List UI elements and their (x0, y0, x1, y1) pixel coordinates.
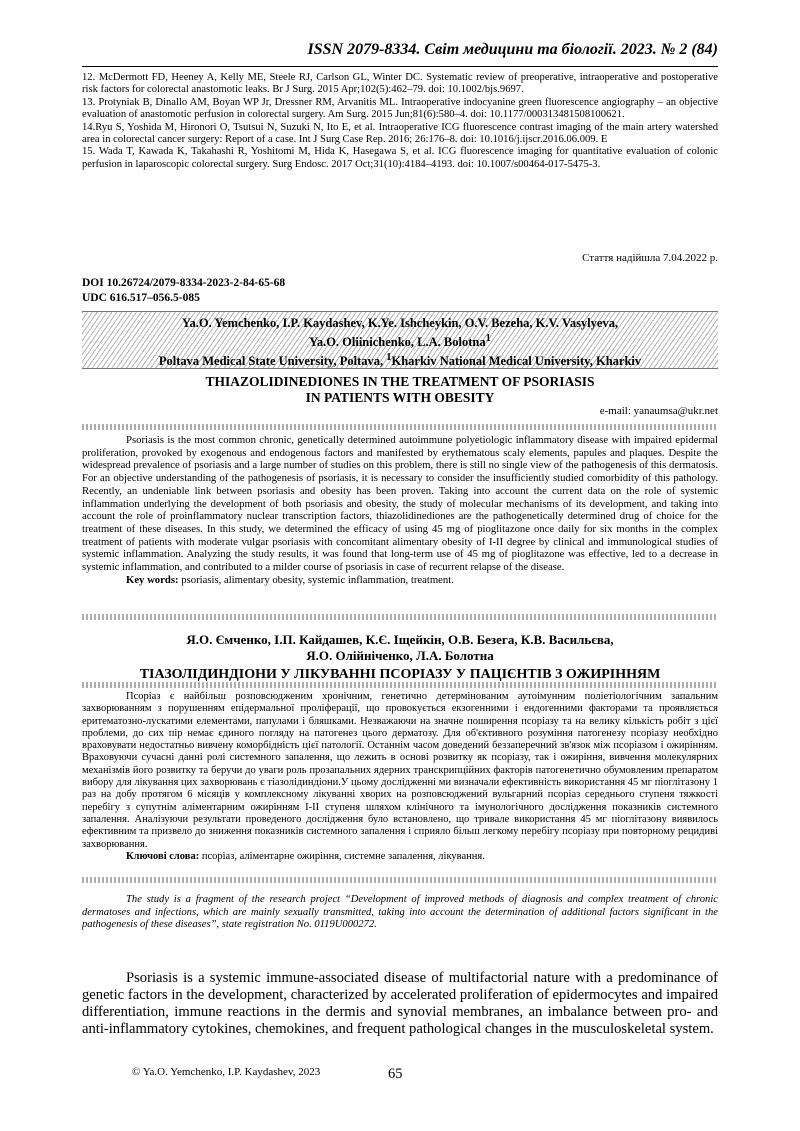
authors-ua (82, 632, 718, 664)
authors-line-1: Ya.O. Yemchenko, I.P. Kaydashev, K.Ye. Ishcheykin, O.V. Bezeha, K.V. Vasylyeva, (181, 316, 619, 330)
affiliation-mark: 1 (485, 333, 491, 344)
reference-15: 15. Wada T, Kawada K, Takahashi R, Yoshitomi M, Hida K, Hasegawa S, et al. ICG fluorescence imaging for quantitative evaluation of colonic perfusion in laparoscopic colorectal surgery. Surg Endosc. 2017 Oct;31(10):4184–4193. doi: 10.1007/s00464-017-5475-3. (82, 146, 718, 170)
keywords-en (82, 574, 718, 587)
keywords-ua-label: Ключові слова: (126, 850, 200, 862)
abstract-en-text: Psoriasis is the most common chronic, genetically determined autoimmune polyetiologic inflammatory disease with impaired epidermal proliferation, provoked by exogenous and endogenous factors and manifested by erythematous scaly elements, papules and plaques. Despite the widespread prevalence of psoriasis and a large number of studies on this problem, there is still no single view of the pathogenesis of this dermatosis. For an objective understanding of the pathogenesis of psoriasis, it is necessary to consider the insufficiently studied comorbidity of this pathology. Recently, an undeniable link between psoriasis and obesity has been proven. Taking into account the current data on the role of systemic inflammation underlying the development of both psoriasis and obesity, the study of molecular mechanisms of its development, and taking into account the role of proinflammatory nuclear transcription factors, thiazolidinediones are the pathogenetically determined drug of choice for the treatment of these diseases. In this study, we determined the efficacy of using 45 mg of pioglitazone once daily for six months in the complex treatment of patients with moderate vulgar psoriasis with concomitant alimentary obesity of I-II degree by clinical and immunological studies of systemic inflammation. Analyzing the study results, it was found that long-term use of 45 mg of pioglitazone was effective, led to a decrease in systemic inflammation, and contributed to a milder course of psoriasis in case of recurrent relapse of the disease. (82, 434, 718, 574)
authors-line-2-text: Ya.O. Oliinichenko, L.A. Bolotna (309, 335, 486, 350)
reference-list (82, 72, 718, 171)
reference-13: 13. Protyniak B, Dinallo AM, Boyan WP Jr, Dressner RM, Arvanitis ML. Intraoperative indocyanine green fluorescence angiography – an objective evaluation of anastomotic perfusion in colorectal surgery. Am Surg. 2015 Jun;81(6):580–4. doi: 10.1177/000313481508100621. (82, 96, 718, 121)
affiliation-poltava: Poltava Medical State University, Poltava, (158, 354, 387, 369)
journal-header: ISSN 2079-8334. Світ медицини та біології. 2023. № 2 (84) (307, 41, 718, 58)
abstract-ua-text: Псоріаз є найбільш розповсюдженим хронічним, генетично детермінованим аутоімунним поліетіологічним запальним захворюванням з порушенням епідермальної проліферації, що провокується екзогенними і ендогенними факторами та проявляється еритематозно-лускатими елементами, папулами і бляшками. Незважаючи на значне поширення псоріазу та на велику кількість робіт з цієї проблеми, до сих пір немає єдиного погляду на патогенез цього дерматозу. Для об'єктивного розуміння патогенезу псоріазу необхідно враховувати недостатньо вивчену коморбідність цієї патології. Останнім часом доведений беззаперечний зв'язок між псоріазом і ожирінням. Враховуючи сучасні данні ролі системного запалення, що лежить в основі розвитку як псоріазу, так і ожиріння, вивчення молекулярних механізмів його розвитку та беручи до уваги роль прозапальних ядерних транскрипційних факторів патогенетично обумовленим препаратом вибору для лікування цих захворювань є тіазолідиндіони.У цьому дослідженні ми визначали ефективність використання 45 мг піоглітазону 1 раз на добу протягом 6 місяців у комплексному лікуванні хворих на розповсюджений вульгарний псоріаз середнього ступеня тяжкості перебігу з супутнім аліментарним ожирінням І-ІІ ступеня шляхом клінічного та імунологічного дослідження показників системного запалення. Аналізуючи результати проведеного дослідження було встановлено, що тривале використання 45 мг піоглітазону виявилось ефективним та призвело до зниження показників системного запалення і сприяло більш легкому перебігу псоріазу при повторному рецидиві захворювання. (82, 691, 718, 850)
divider-bottom-abstract-ua (82, 877, 718, 883)
keywords-ua-values: псоріаз, аліментарне ожиріння, системне запалення, лікування. (199, 850, 485, 862)
keywords-en-label: Key words: (126, 573, 179, 586)
reference-12: 12. McDermott FD, Heeney A, Kelly ME, Steele RJ, Carlson GL, Winter DC. Systematic review of preoperative, intraoperative and postoperative risk factors for colorectal anastomotic leaks. Br J Surg. 2015 Apr;102(5):462–79. doi: 10.1002/bjs.9697. (82, 72, 718, 96)
title-en-line-2: IN PATIENTS WITH OBESITY (305, 390, 495, 405)
divider-top-abstract-en (82, 424, 718, 430)
udc: UDC 616.517–056.5-085 (82, 292, 200, 304)
keywords-ua (82, 851, 718, 863)
affiliation-line (82, 350, 718, 369)
affiliation-mark-kharkiv: 1 (386, 352, 392, 364)
header-rule (82, 66, 718, 67)
affiliation-kharkiv: Kharkiv National Medical University, Kharkiv (391, 354, 642, 369)
funding-note: The study is a fragment of the research project “Development of improved methods of diagnosis and complex treatment of chronic dermatoses and infections, which are mainly sexually transmitted, taking into account the determination of additional factors significant in the pathogenesis of these diseases”, state registration No. 0119U000272. (82, 894, 718, 931)
authors-ua-line-2: Я.О. Олійніченко, Л.А. Болотна (306, 648, 494, 663)
reference-14: 14.Ryu S, Yoshida M, Hironori O, Tsutsui N, Suzuki N, Ito E, et al. Intraoperative ICG fluorescence contrast imaging of the main artery watershed area in colorectal cancer surgery: Report of a case. Int J Surg Case Rep. 2016; 26:176–8. doi: 10.1016/j.ijscr.2016.06.009. E (82, 121, 718, 146)
abstract-ua (82, 691, 718, 863)
authors-affiliation-block (82, 311, 718, 369)
page-number: 65 (388, 1066, 403, 1082)
authors-line-2 (82, 331, 718, 350)
article-title-ua: ТІАЗОЛІДИНДІОНИ У ЛІКУВАННІ ПСОРІАЗУ У ПАЦІЄНТІВ З ОЖИРІННЯМ (139, 667, 661, 682)
contact-email: e-mail: yanaumsa@ukr.net (599, 405, 718, 417)
article-title-en (82, 374, 718, 406)
abstract-en (82, 434, 718, 586)
title-en-line-1: THIAZOLIDINEDIONES IN THE TREATMENT OF PSORIASIS (205, 374, 595, 389)
copyright: © Ya.O. Yemchenko, I.P. Kaydashev, 2023 (132, 1066, 321, 1078)
divider-top-abstract-ua (82, 682, 718, 688)
received-date: Стаття надійшла 7.04.2022 р. (582, 252, 718, 264)
divider-bottom-abstract-en (82, 614, 718, 620)
intro-paragraph: Psoriasis is a systemic immune-associated disease of multifactorial nature with a predominance of genetic factors in the development, characterized by accelerated proliferation of epidermocytes and impaired differentiation, immune reactions in the dermis and synovial membranes, an imbalance between pro- and anti-inflammatory cytokines, chemokines, and frequent pathological changes in the musculoskeletal system. (82, 970, 718, 1037)
doi: DOI 10.26724/2079-8334-2023-2-84-65-68 (82, 277, 286, 289)
keywords-en-values: psoriasis, alimentary obesity, systemic inflammation, treatment. (178, 573, 454, 586)
authors-ua-line-1: Я.О. Ємченко, І.П. Кайдашев, К.Є. Іщейкін, О.В. Безега, К.В. Васильєва, (186, 632, 614, 647)
